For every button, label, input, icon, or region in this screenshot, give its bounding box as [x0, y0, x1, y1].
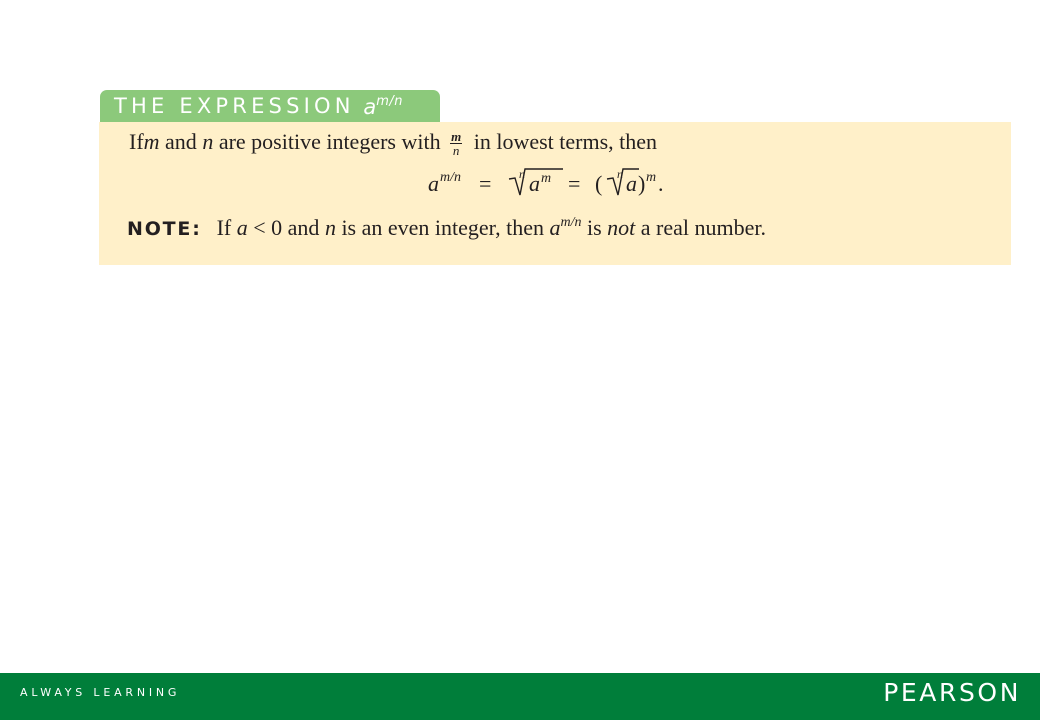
radicand-1: a — [529, 171, 540, 196]
note-label: NOTE: — [127, 218, 202, 240]
rational-exponent-formula — [99, 164, 1011, 204]
note-text-2: and — [282, 215, 325, 240]
close-paren: ) — [638, 171, 646, 196]
formula-period: . — [658, 171, 664, 196]
intro-start: If — [129, 129, 144, 154]
note-line — [127, 215, 766, 241]
var-m: m — [143, 129, 160, 154]
note-less-than: < 0 — [247, 215, 283, 240]
formula-equals-1: = — [479, 171, 492, 196]
definition-statement — [129, 128, 658, 158]
open-paren: ( — [595, 171, 603, 196]
note-text-4: is — [581, 215, 608, 240]
var-n: n — [202, 129, 214, 154]
fraction-denominator: n — [452, 142, 460, 158]
definition-box — [99, 122, 1011, 265]
formula-base: a — [428, 171, 439, 196]
fraction-numerator: m — [451, 128, 462, 144]
note-text-3: is an even integer, then — [335, 215, 550, 240]
note-var-a: a — [236, 215, 248, 240]
note-text-5: a real number. — [635, 215, 767, 240]
root-index-1: n — [519, 167, 525, 181]
note-exponent: m/n — [560, 215, 582, 230]
note-var-a2: a — [549, 215, 561, 240]
and-word: and — [159, 129, 203, 154]
fraction-m-over-n — [450, 128, 462, 158]
intro-mid: are positive integers with — [213, 129, 447, 154]
pearson-logo: PEARSON — [883, 678, 1021, 707]
note-text — [217, 215, 766, 241]
radicand-2: a — [626, 171, 637, 196]
note-emphasis: not — [607, 215, 636, 240]
section-header-tab — [100, 90, 440, 122]
outer-exponent: m — [646, 170, 657, 185]
radicand-exponent: m — [541, 171, 552, 186]
root-index-2: n — [617, 167, 623, 181]
section-header-math — [357, 94, 403, 119]
header-base: a — [363, 94, 377, 119]
footer-bar — [0, 673, 1040, 720]
section-header-label: THE EXPRESSION — [114, 94, 355, 118]
header-exponent: m/n — [376, 93, 403, 109]
formula-equals-2: = — [568, 171, 581, 196]
footer-tagline: ALWAYS LEARNING — [20, 686, 181, 699]
note-var-n: n — [324, 215, 336, 240]
intro-end: in lowest terms, then — [468, 129, 658, 154]
formula-exponent: m/n — [440, 170, 461, 185]
formula-svg — [423, 164, 693, 204]
note-text-1: If — [216, 215, 237, 240]
